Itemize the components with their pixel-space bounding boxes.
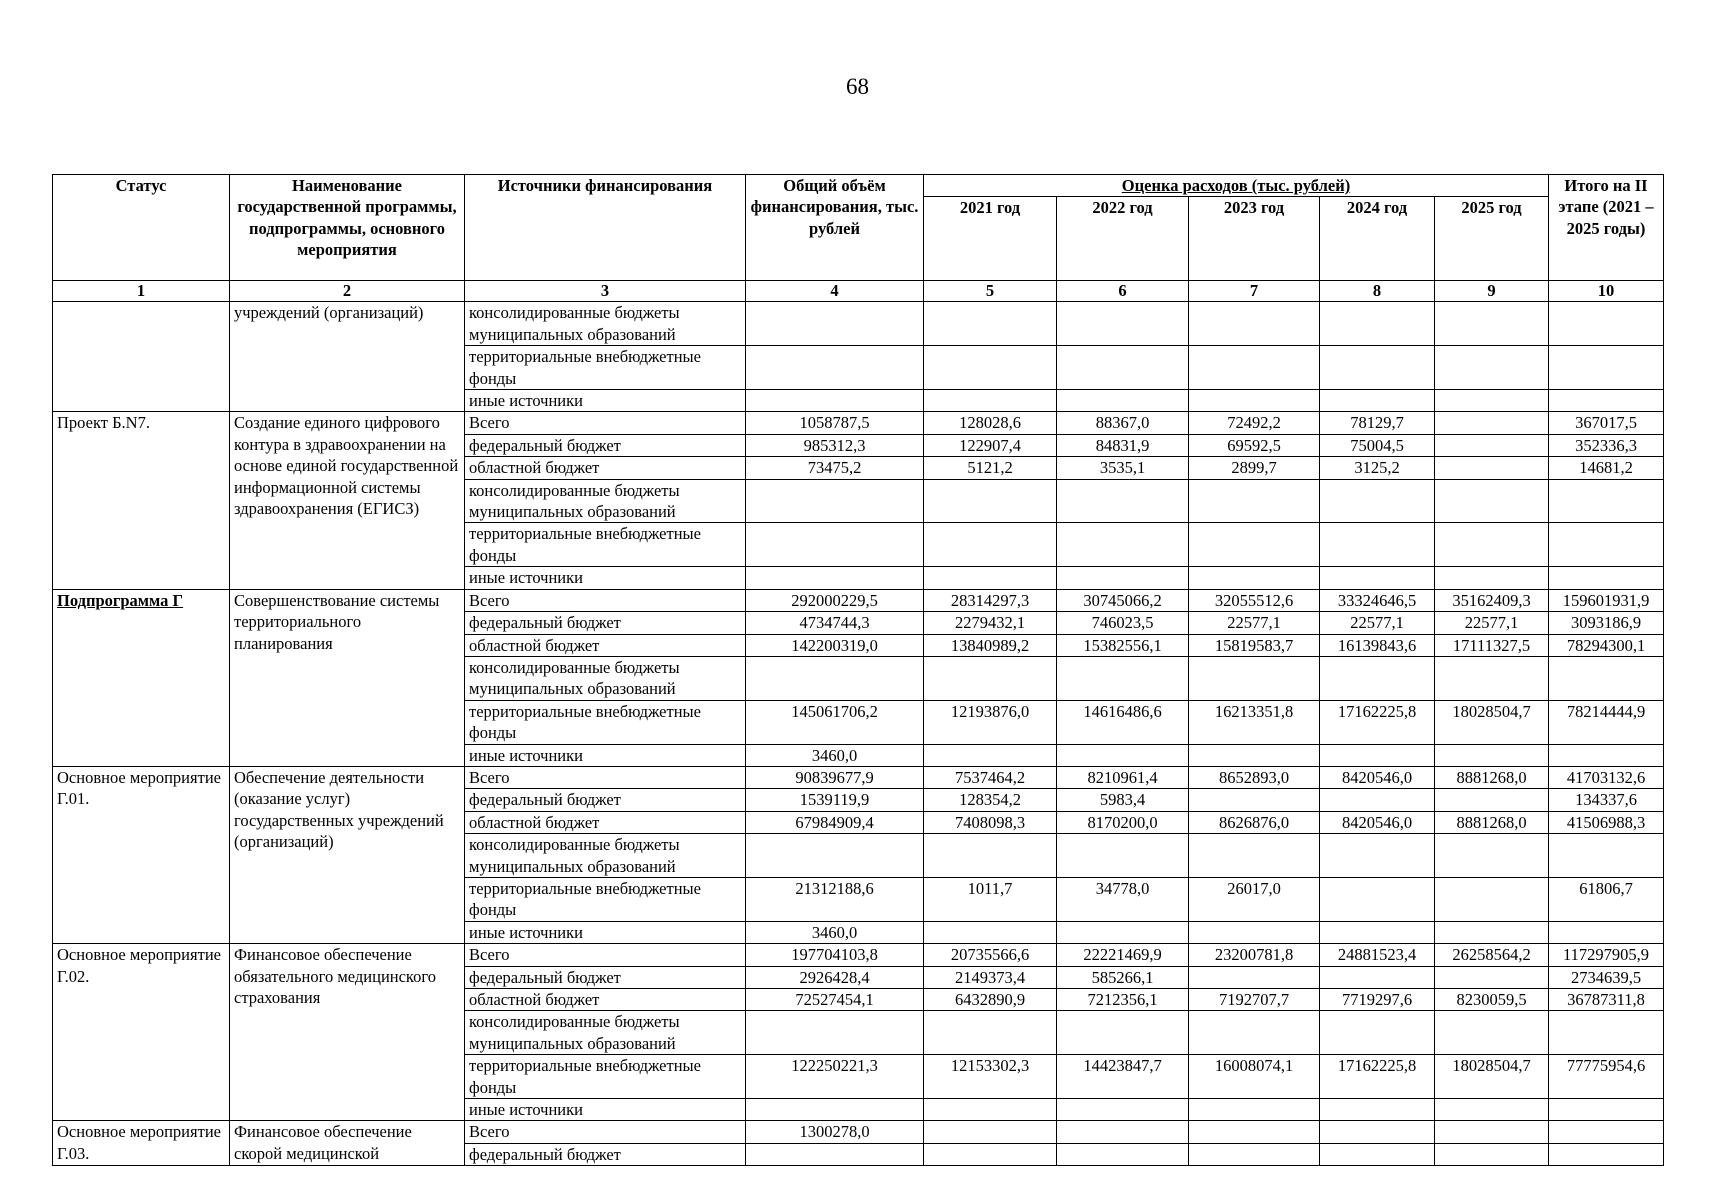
value-cell [1435, 877, 1549, 921]
funding-source-cell: консолидированные бюджеты муниципальных образований [465, 479, 746, 523]
value-cell: 12153302,3 [924, 1055, 1057, 1099]
funding-source-cell: федеральный бюджет [465, 1143, 746, 1165]
status-cell: Основное мероприятие Г.03. [53, 1121, 230, 1166]
value-cell [1549, 1121, 1664, 1143]
funding-source-cell: областной бюджет [465, 634, 746, 656]
value-cell: 2899,7 [1189, 457, 1320, 479]
funding-source-cell: Всего [465, 1121, 746, 1143]
value-cell: 22577,1 [1189, 612, 1320, 634]
value-cell [1189, 744, 1320, 766]
value-cell [1435, 1099, 1549, 1121]
value-cell [924, 1121, 1057, 1143]
value-cell: 88367,0 [1057, 412, 1189, 434]
value-cell [1435, 966, 1549, 988]
program-name-cell: Финансовое обеспечение скорой медицинской [230, 1121, 465, 1166]
value-cell [1320, 921, 1435, 943]
header-status: Статус [53, 175, 230, 281]
funding-source-cell: федеральный бюджет [465, 966, 746, 988]
value-cell [1549, 346, 1664, 390]
value-cell [746, 656, 924, 700]
value-cell: 3535,1 [1057, 457, 1189, 479]
value-cell [1435, 434, 1549, 456]
value-cell: 352336,3 [1549, 434, 1664, 456]
value-cell: 18028504,7 [1435, 700, 1549, 744]
value-cell: 67984909,4 [746, 811, 924, 833]
value-cell [746, 567, 924, 589]
table-row [53, 412, 1664, 434]
value-cell [1189, 966, 1320, 988]
header-name: Наименование государственной программы, подпрограммы, основного мероприятия [230, 175, 465, 281]
value-cell [1320, 523, 1435, 567]
funding-source-cell: областной бюджет [465, 989, 746, 1011]
value-cell: 16139843,6 [1320, 634, 1435, 656]
value-cell: 8881268,0 [1435, 811, 1549, 833]
value-cell [1549, 656, 1664, 700]
value-cell: 35162409,3 [1435, 589, 1549, 611]
value-cell: 77775954,6 [1549, 1055, 1664, 1099]
value-cell [1435, 921, 1549, 943]
funding-source-cell: иные источники [465, 390, 746, 412]
column-number: 2 [230, 281, 465, 302]
column-number: 5 [924, 281, 1057, 302]
value-cell [1435, 457, 1549, 479]
header-year: 2023 год [1189, 197, 1320, 281]
value-cell: 34778,0 [1057, 877, 1189, 921]
value-cell [1549, 744, 1664, 766]
value-cell: 985312,3 [746, 434, 924, 456]
value-cell [1057, 656, 1189, 700]
value-cell: 22577,1 [1435, 612, 1549, 634]
value-cell [924, 656, 1057, 700]
value-cell [1189, 1011, 1320, 1055]
value-cell: 1539119,9 [746, 789, 924, 811]
value-cell: 122250221,3 [746, 1055, 924, 1099]
value-cell [1320, 966, 1435, 988]
value-cell: 8170200,0 [1057, 811, 1189, 833]
value-cell: 14423847,7 [1057, 1055, 1189, 1099]
funding-source-cell: иные источники [465, 1099, 746, 1121]
value-cell [1057, 567, 1189, 589]
value-cell [1189, 567, 1320, 589]
value-cell: 142200319,0 [746, 634, 924, 656]
value-cell [924, 523, 1057, 567]
value-cell: 78129,7 [1320, 412, 1435, 434]
value-cell [1549, 302, 1664, 346]
value-cell [1435, 834, 1549, 878]
funding-source-cell: Всего [465, 412, 746, 434]
column-number: 3 [465, 281, 746, 302]
value-cell: 746023,5 [1057, 612, 1189, 634]
value-cell [746, 523, 924, 567]
table-row [53, 766, 1664, 788]
funding-source-cell: иные источники [465, 744, 746, 766]
program-name-cell: Создание единого цифрового контура в здравоохранении на основе единой государственной информационной системы здравоохранения (ЕГИСЗ) [230, 412, 465, 589]
value-cell: 21312188,6 [746, 877, 924, 921]
value-cell: 1058787,5 [746, 412, 924, 434]
value-cell [1057, 479, 1189, 523]
value-cell [924, 1143, 1057, 1165]
column-number: 1 [53, 281, 230, 302]
value-cell [1549, 1099, 1664, 1121]
value-cell: 8210961,4 [1057, 766, 1189, 788]
value-cell [1189, 656, 1320, 700]
value-cell: 117297905,9 [1549, 944, 1664, 966]
value-cell: 5121,2 [924, 457, 1057, 479]
funding-source-cell: территориальные внебюджетные фонды [465, 877, 746, 921]
status-cell [53, 302, 230, 412]
funding-source-cell: иные источники [465, 921, 746, 943]
value-cell: 5983,4 [1057, 789, 1189, 811]
value-cell [924, 567, 1057, 589]
value-cell: 292000229,5 [746, 589, 924, 611]
value-cell: 32055512,6 [1189, 589, 1320, 611]
funding-source-cell: консолидированные бюджеты муниципальных образований [465, 302, 746, 346]
value-cell: 72492,2 [1189, 412, 1320, 434]
status-cell: Основное мероприятие Г.02. [53, 944, 230, 1121]
value-cell: 90839677,9 [746, 766, 924, 788]
value-cell [1189, 834, 1320, 878]
value-cell [746, 346, 924, 390]
value-cell [746, 302, 924, 346]
value-cell [1549, 834, 1664, 878]
funding-source-cell: консолидированные бюджеты муниципальных образований [465, 656, 746, 700]
value-cell: 159601931,9 [1549, 589, 1664, 611]
value-cell: 367017,5 [1549, 412, 1664, 434]
header-year: 2021 год [924, 197, 1057, 281]
header-year: 2022 год [1057, 197, 1189, 281]
value-cell: 2926428,4 [746, 966, 924, 988]
value-cell [1320, 789, 1435, 811]
value-cell: 73475,2 [746, 457, 924, 479]
value-cell: 61806,7 [1549, 877, 1664, 921]
value-cell [1549, 390, 1664, 412]
value-cell [1189, 346, 1320, 390]
funding-source-cell: областной бюджет [465, 811, 746, 833]
value-cell [1057, 390, 1189, 412]
value-cell: 197704103,8 [746, 944, 924, 966]
value-cell: 7408098,3 [924, 811, 1057, 833]
value-cell [746, 1143, 924, 1165]
funding-source-cell: федеральный бюджет [465, 612, 746, 634]
status-cell: Проект Б.N7. [53, 412, 230, 589]
value-cell: 69592,5 [1189, 434, 1320, 456]
value-cell: 2149373,4 [924, 966, 1057, 988]
value-cell: 7212356,1 [1057, 989, 1189, 1011]
value-cell: 1300278,0 [746, 1121, 924, 1143]
value-cell [1320, 1099, 1435, 1121]
value-cell [1057, 834, 1189, 878]
value-cell [1057, 744, 1189, 766]
value-cell: 23200781,8 [1189, 944, 1320, 966]
value-cell [1549, 479, 1664, 523]
header-year: 2024 год [1320, 197, 1435, 281]
value-cell: 122907,4 [924, 434, 1057, 456]
value-cell [746, 1099, 924, 1121]
value-cell: 22577,1 [1320, 612, 1435, 634]
value-cell: 7537464,2 [924, 766, 1057, 788]
value-cell: 28314297,3 [924, 589, 1057, 611]
value-cell: 41506988,3 [1549, 811, 1664, 833]
value-cell [1549, 523, 1664, 567]
table-header [53, 175, 1664, 302]
column-number: 7 [1189, 281, 1320, 302]
funding-source-cell: территориальные внебюджетные фонды [465, 700, 746, 744]
value-cell [746, 479, 924, 523]
value-cell [1057, 921, 1189, 943]
value-cell: 17111327,5 [1435, 634, 1549, 656]
value-cell: 134337,6 [1549, 789, 1664, 811]
funding-source-cell: иные источники [465, 567, 746, 589]
column-numbers-row [53, 281, 1664, 302]
value-cell [1320, 744, 1435, 766]
column-number: 10 [1549, 281, 1664, 302]
value-cell: 4734744,3 [746, 612, 924, 634]
column-number: 8 [1320, 281, 1435, 302]
value-cell [1320, 390, 1435, 412]
value-cell: 2279432,1 [924, 612, 1057, 634]
value-cell [1189, 302, 1320, 346]
value-cell [1320, 877, 1435, 921]
value-cell: 7192707,7 [1189, 989, 1320, 1011]
program-name-cell: Финансовое обеспечение обязательного медицинского страхования [230, 944, 465, 1121]
value-cell: 13840989,2 [924, 634, 1057, 656]
value-cell [1435, 789, 1549, 811]
value-cell [1057, 1099, 1189, 1121]
column-number: 9 [1435, 281, 1549, 302]
funding-source-cell: федеральный бюджет [465, 789, 746, 811]
value-cell [1189, 1099, 1320, 1121]
value-cell: 36787311,8 [1549, 989, 1664, 1011]
value-cell [1435, 1011, 1549, 1055]
value-cell: 8881268,0 [1435, 766, 1549, 788]
program-name-cell: Обеспечение деятельности (оказание услуг) государственных учреждений (организаций) [230, 766, 465, 943]
value-cell: 8420546,0 [1320, 811, 1435, 833]
value-cell [1189, 390, 1320, 412]
value-cell: 75004,5 [1320, 434, 1435, 456]
value-cell [1320, 834, 1435, 878]
value-cell [924, 346, 1057, 390]
value-cell: 585266,1 [1057, 966, 1189, 988]
value-cell: 41703132,6 [1549, 766, 1664, 788]
value-cell [924, 390, 1057, 412]
value-cell: 8230059,5 [1435, 989, 1549, 1011]
value-cell [746, 1011, 924, 1055]
value-cell [1189, 789, 1320, 811]
value-cell: 15819583,7 [1189, 634, 1320, 656]
header-estimate: Оценка расходов (тыс. рублей) [924, 175, 1549, 197]
value-cell [1549, 567, 1664, 589]
funding-source-cell: консолидированные бюджеты муниципальных образований [465, 1011, 746, 1055]
program-name-cell: Совершенствование системы территориального планирования [230, 589, 465, 766]
value-cell [924, 834, 1057, 878]
value-cell: 24881523,4 [1320, 944, 1435, 966]
value-cell [1549, 1143, 1664, 1165]
value-cell [924, 302, 1057, 346]
funding-source-cell: федеральный бюджет [465, 434, 746, 456]
value-cell [1320, 302, 1435, 346]
value-cell [924, 1099, 1057, 1121]
funding-source-cell: Всего [465, 766, 746, 788]
value-cell: 30745066,2 [1057, 589, 1189, 611]
value-cell: 18028504,7 [1435, 1055, 1549, 1099]
funding-source-cell: территориальные внебюджетные фонды [465, 523, 746, 567]
status-cell: Основное мероприятие Г.01. [53, 766, 230, 943]
table-body [53, 302, 1664, 1166]
value-cell [1435, 567, 1549, 589]
value-cell [924, 479, 1057, 523]
value-cell [1435, 412, 1549, 434]
value-cell: 3460,0 [746, 921, 924, 943]
value-cell [1057, 1121, 1189, 1143]
value-cell [1549, 921, 1664, 943]
value-cell: 8626876,0 [1189, 811, 1320, 833]
value-cell: 14681,2 [1549, 457, 1664, 479]
table-row [53, 589, 1664, 611]
value-cell [1320, 567, 1435, 589]
value-cell [1189, 1121, 1320, 1143]
value-cell [1057, 346, 1189, 390]
value-cell [1435, 390, 1549, 412]
value-cell [924, 1011, 1057, 1055]
value-cell [1189, 479, 1320, 523]
value-cell: 16008074,1 [1189, 1055, 1320, 1099]
value-cell: 128354,2 [924, 789, 1057, 811]
column-number: 6 [1057, 281, 1189, 302]
value-cell [1057, 302, 1189, 346]
value-cell: 15382556,1 [1057, 634, 1189, 656]
value-cell [1320, 479, 1435, 523]
table-row [53, 302, 1664, 346]
header-year: 2025 год [1435, 197, 1549, 281]
value-cell: 72527454,1 [746, 989, 924, 1011]
value-cell [1435, 479, 1549, 523]
funding-source-cell: территориальные внебюджетные фонды [465, 346, 746, 390]
header-total-volume: Общий объём финансирования, тыс. рублей [746, 175, 924, 281]
value-cell: 22221469,9 [1057, 944, 1189, 966]
value-cell: 17162225,8 [1320, 700, 1435, 744]
value-cell: 3460,0 [746, 744, 924, 766]
value-cell: 14616486,6 [1057, 700, 1189, 744]
funding-source-cell: Всего [465, 944, 746, 966]
value-cell: 8420546,0 [1320, 766, 1435, 788]
value-cell: 6432890,9 [924, 989, 1057, 1011]
value-cell: 78214444,9 [1549, 700, 1664, 744]
value-cell [746, 834, 924, 878]
value-cell [1189, 1143, 1320, 1165]
value-cell [746, 390, 924, 412]
value-cell [1435, 1143, 1549, 1165]
value-cell: 8652893,0 [1189, 766, 1320, 788]
header-stage-total: Итого на II этапе (2021 – 2025 годы) [1549, 175, 1664, 281]
value-cell [1057, 1011, 1189, 1055]
value-cell: 16213351,8 [1189, 700, 1320, 744]
value-cell [1189, 523, 1320, 567]
value-cell [1057, 523, 1189, 567]
value-cell [1435, 346, 1549, 390]
funding-source-cell: областной бюджет [465, 457, 746, 479]
value-cell: 78294300,1 [1549, 634, 1664, 656]
value-cell: 2734639,5 [1549, 966, 1664, 988]
status-cell: Подпрограмма Г [53, 589, 230, 766]
value-cell [1435, 656, 1549, 700]
value-cell [1435, 744, 1549, 766]
value-cell [1435, 1121, 1549, 1143]
header-sources: Источники финансирования [465, 175, 746, 281]
value-cell [1320, 346, 1435, 390]
value-cell: 84831,9 [1057, 434, 1189, 456]
value-cell: 20735566,6 [924, 944, 1057, 966]
value-cell [924, 921, 1057, 943]
funding-source-cell: консолидированные бюджеты муниципальных образований [465, 834, 746, 878]
value-cell [1435, 302, 1549, 346]
table-row [53, 1121, 1664, 1143]
budget-table [52, 174, 1664, 1166]
table-row [53, 944, 1664, 966]
value-cell [1320, 1011, 1435, 1055]
value-cell [1435, 523, 1549, 567]
value-cell: 33324646,5 [1320, 589, 1435, 611]
value-cell: 17162225,8 [1320, 1055, 1435, 1099]
value-cell: 128028,6 [924, 412, 1057, 434]
value-cell: 3125,2 [1320, 457, 1435, 479]
value-cell [1189, 921, 1320, 943]
page-number: 68 [846, 74, 869, 99]
value-cell: 3093186,9 [1549, 612, 1664, 634]
funding-source-cell: Всего [465, 589, 746, 611]
value-cell [1057, 1143, 1189, 1165]
value-cell: 7719297,6 [1320, 989, 1435, 1011]
value-cell: 26017,0 [1189, 877, 1320, 921]
value-cell [924, 744, 1057, 766]
funding-source-cell: территориальные внебюджетные фонды [465, 1055, 746, 1099]
value-cell [1549, 1011, 1664, 1055]
value-cell [1320, 656, 1435, 700]
value-cell: 26258564,2 [1435, 944, 1549, 966]
value-cell: 12193876,0 [924, 700, 1057, 744]
value-cell: 145061706,2 [746, 700, 924, 744]
value-cell [1320, 1121, 1435, 1143]
value-cell: 1011,7 [924, 877, 1057, 921]
program-name-cell: учреждений (организаций) [230, 302, 465, 412]
value-cell [1320, 1143, 1435, 1165]
column-number: 4 [746, 281, 924, 302]
